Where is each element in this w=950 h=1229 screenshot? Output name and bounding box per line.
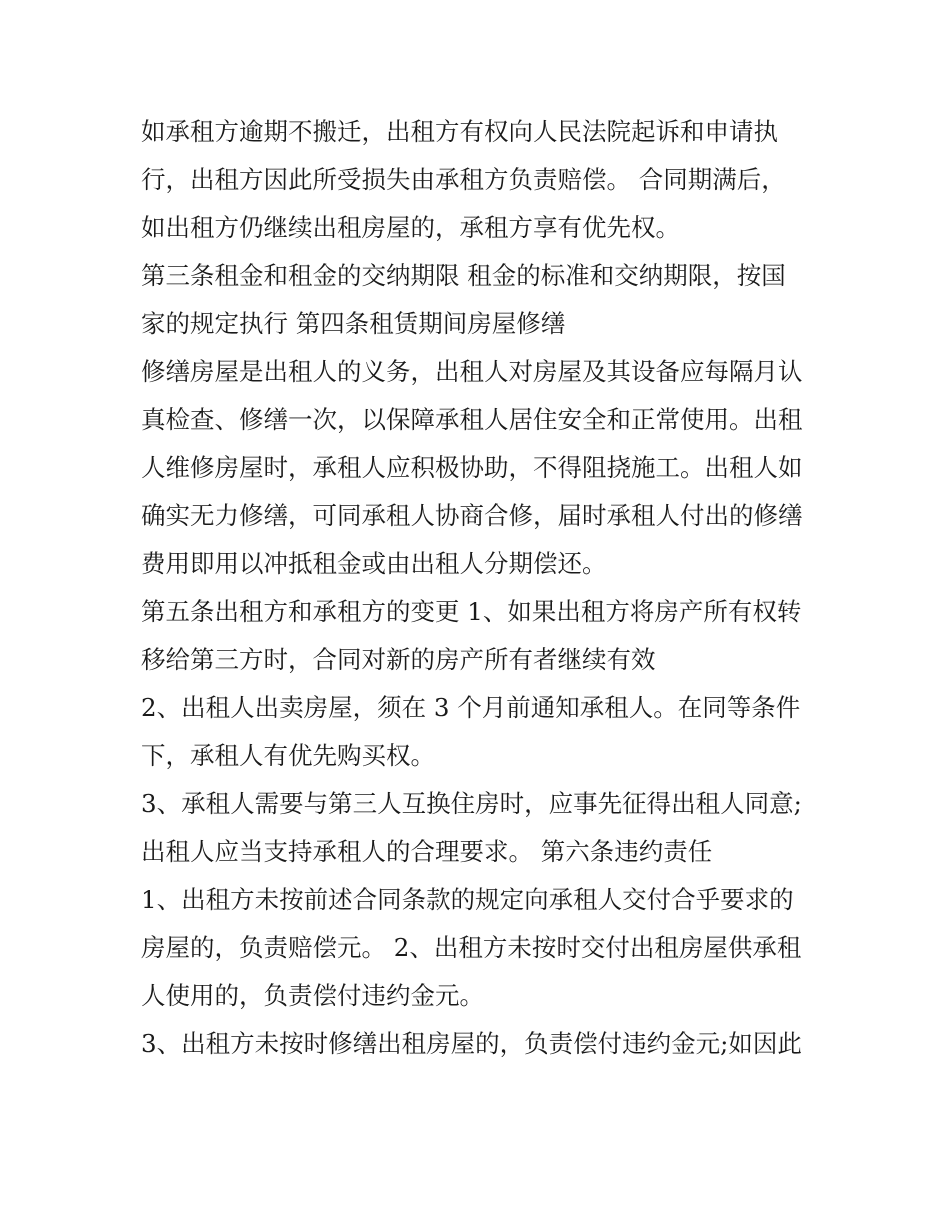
text-line-2: 行，出租方因此所受损失由承租方负责赔偿。 合同期满后，	[141, 165, 786, 194]
text-line-7: 真检查、修缮一次，以保障承租人居住安全和正常使用。出租	[141, 405, 803, 434]
text-line-14: 下，承租人有优先购买权。	[141, 741, 435, 770]
text-line-8: 人维修房屋时，承租人应积极协助，不得阻挠施工。出租人如	[141, 453, 803, 482]
text-line-20: 3、出租方未按时修缮出租房屋的，负责偿付违约金元;如因此	[141, 1029, 802, 1058]
text-line-17: 1、出租方未按前述合同条款的规定向承租人交付合乎要求的	[141, 885, 794, 914]
text-line-5: 家的规定执行 第四条租赁期间房屋修缮	[141, 309, 566, 338]
text-line-13: 2、出租人出卖房屋，须在 3 个月前通知承租人。在同等条件	[141, 693, 801, 722]
text-line-15: 3、承租人需要与第三人互换住房时，应事先征得出租人同意;	[141, 789, 802, 818]
contract-text-body	[141, 108, 813, 1068]
text-line-11: 第五条出租方和承租方的变更 1、如果出租方将房产所有权转	[141, 597, 802, 626]
text-line-9: 确实无力修缮，可同承租人协商合修，届时承租人付出的修缮	[141, 501, 803, 530]
text-line-6: 修缮房屋是出租人的义务，出租人对房屋及其设备应每隔月认	[141, 357, 803, 386]
text-line-12: 移给第三方时，合同对新的房产所有者继续有效	[141, 645, 656, 674]
text-line-18: 房屋的，负责赔偿元。 2、出租方未按时交付出租房屋供承租	[141, 933, 802, 962]
text-line-4: 第三条租金和租金的交纳期限 租金的标准和交纳期限，按国	[141, 261, 786, 290]
text-line-10: 费用即用以冲抵租金或由出租人分期偿还。	[141, 549, 607, 578]
text-line-1: 如承租方逾期不搬迁，出租方有权向人民法院起诉和申请执	[141, 117, 778, 146]
text-line-16: 出租人应当支持承租人的合理要求。 第六条违约责任	[141, 837, 713, 866]
text-line-19: 人使用的，负责偿付违约金元。	[141, 981, 484, 1010]
text-line-3: 如出租方仍继续出租房屋的，承租方享有优先权。	[141, 213, 680, 242]
